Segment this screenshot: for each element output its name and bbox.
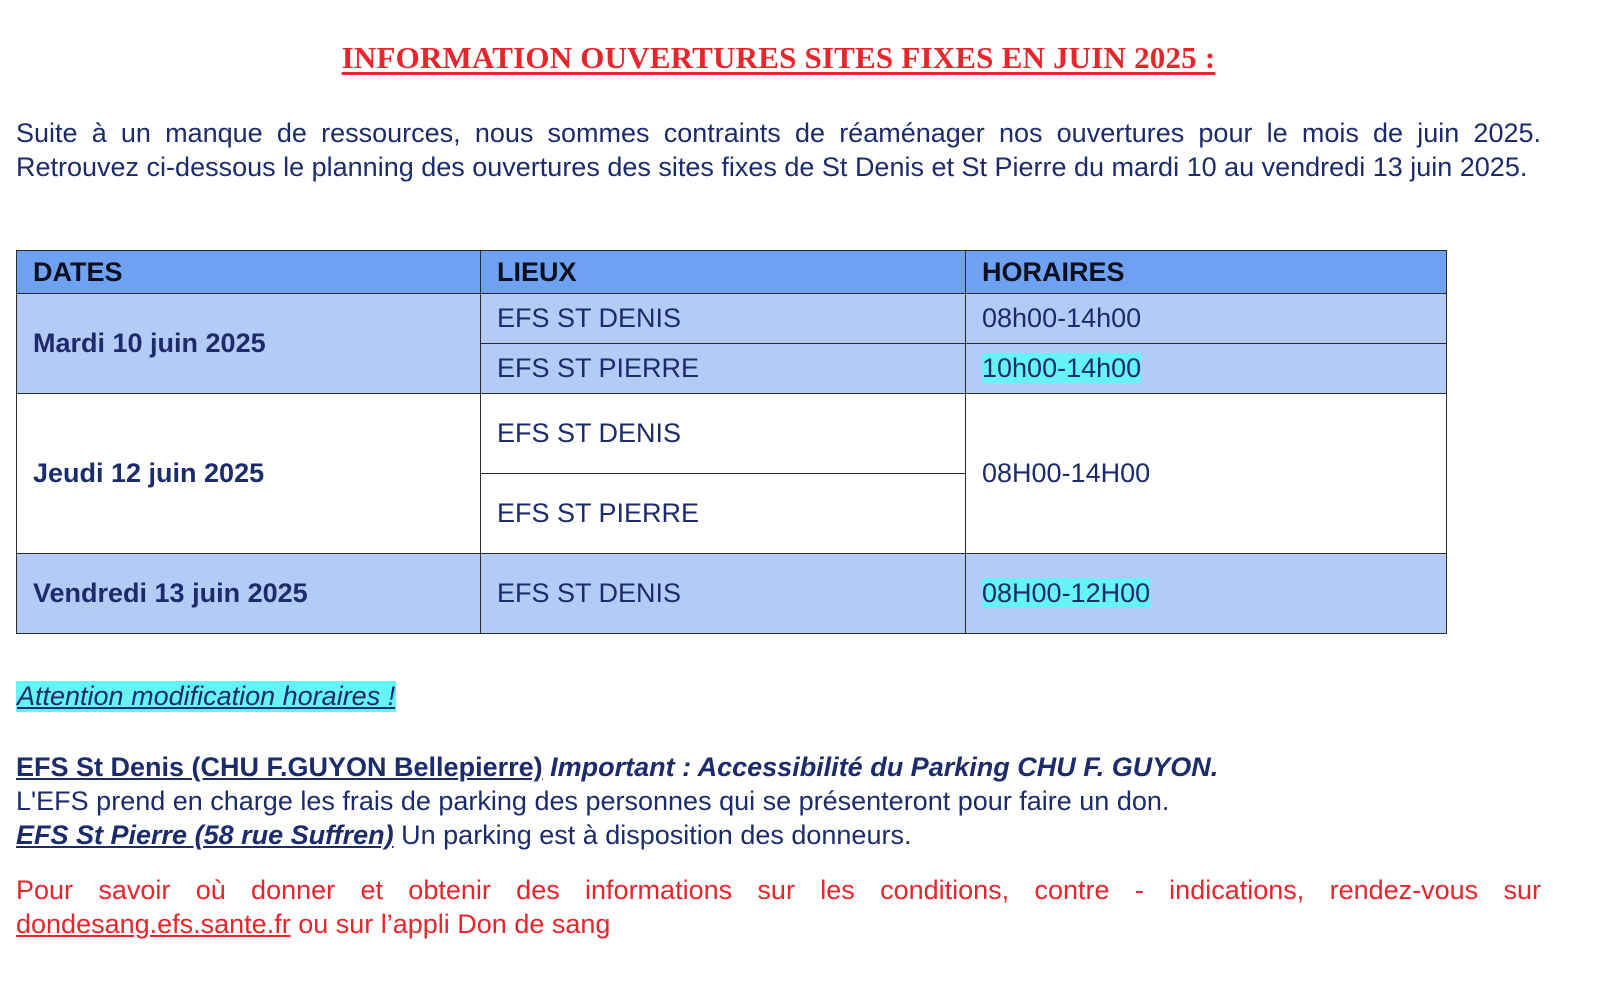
table-row <box>17 554 1447 634</box>
highlighted-time: 08H00-12H00 <box>982 578 1151 608</box>
table-row <box>17 294 1447 344</box>
footer-text-before: Pour savoir où donner et obtenir des informations sur les conditions, contre - indications, rendez-vous sur <box>16 875 1541 905</box>
header-dates: DATES <box>17 251 481 294</box>
site-info <box>16 750 1541 852</box>
st-denis-name: EFS St Denis (CHU F.GUYON Bellepierre) <box>16 752 543 782</box>
place-cell: EFS ST DENIS <box>481 294 966 344</box>
time-cell: 08H00-14H00 <box>966 394 1447 554</box>
header-lieux: LIEUX <box>481 251 966 294</box>
highlighted-time: 10h00-14h00 <box>982 353 1142 383</box>
dondesang-link[interactable]: dondesang.efs.sante.fr <box>16 909 291 939</box>
st-denis-note: L'EFS prend en charge les frais de parking des personnes qui se présenteront pour faire un don. <box>16 786 1170 816</box>
st-pierre-note: Un parking est à disposition des donneurs. <box>401 820 912 850</box>
table-header-row <box>17 251 1447 294</box>
footer-text-after: ou sur l’appli Don de sang <box>290 909 611 939</box>
st-denis-line <box>16 750 1541 784</box>
place-cell: EFS ST PIERRE <box>481 344 966 394</box>
schedule-table <box>16 250 1447 634</box>
time-cell <box>966 554 1447 634</box>
table-row <box>17 394 1447 474</box>
place-cell: EFS ST PIERRE <box>481 474 966 554</box>
date-cell: Vendredi 13 juin 2025 <box>17 554 481 634</box>
page-title: INFORMATION OUVERTURES SITES FIXES EN JUIN 2025 : <box>341 40 1216 75</box>
date-cell: Mardi 10 juin 2025 <box>17 294 481 394</box>
header-horaires: HORAIRES <box>966 251 1447 294</box>
st-pierre-line <box>16 818 1541 852</box>
time-cell <box>966 344 1447 394</box>
place-cell: EFS ST DENIS <box>481 554 966 634</box>
footer-note <box>16 873 1541 941</box>
attention-notice: Attention modification horaires ! <box>17 681 396 711</box>
date-cell: Jeudi 12 juin 2025 <box>17 394 481 554</box>
time-cell: 08h00-14h00 <box>966 294 1447 344</box>
intro-paragraph: Suite à un manque de ressources, nous sommes contraints de réaménager nos ouvertures pour le mois de juin 2025. Retrouvez ci-dessous le planning des ouvertures des sites fixes de St Denis et St Pierre du mardi 10 au vendredi 13 juin 2025. <box>16 118 1541 182</box>
st-pierre-name: EFS St Pierre (58 rue Suffren) <box>16 820 394 850</box>
place-cell: EFS ST DENIS <box>481 394 966 474</box>
st-denis-important: Important : Accessibilité du Parking CHU F. GUYON. <box>550 752 1219 782</box>
